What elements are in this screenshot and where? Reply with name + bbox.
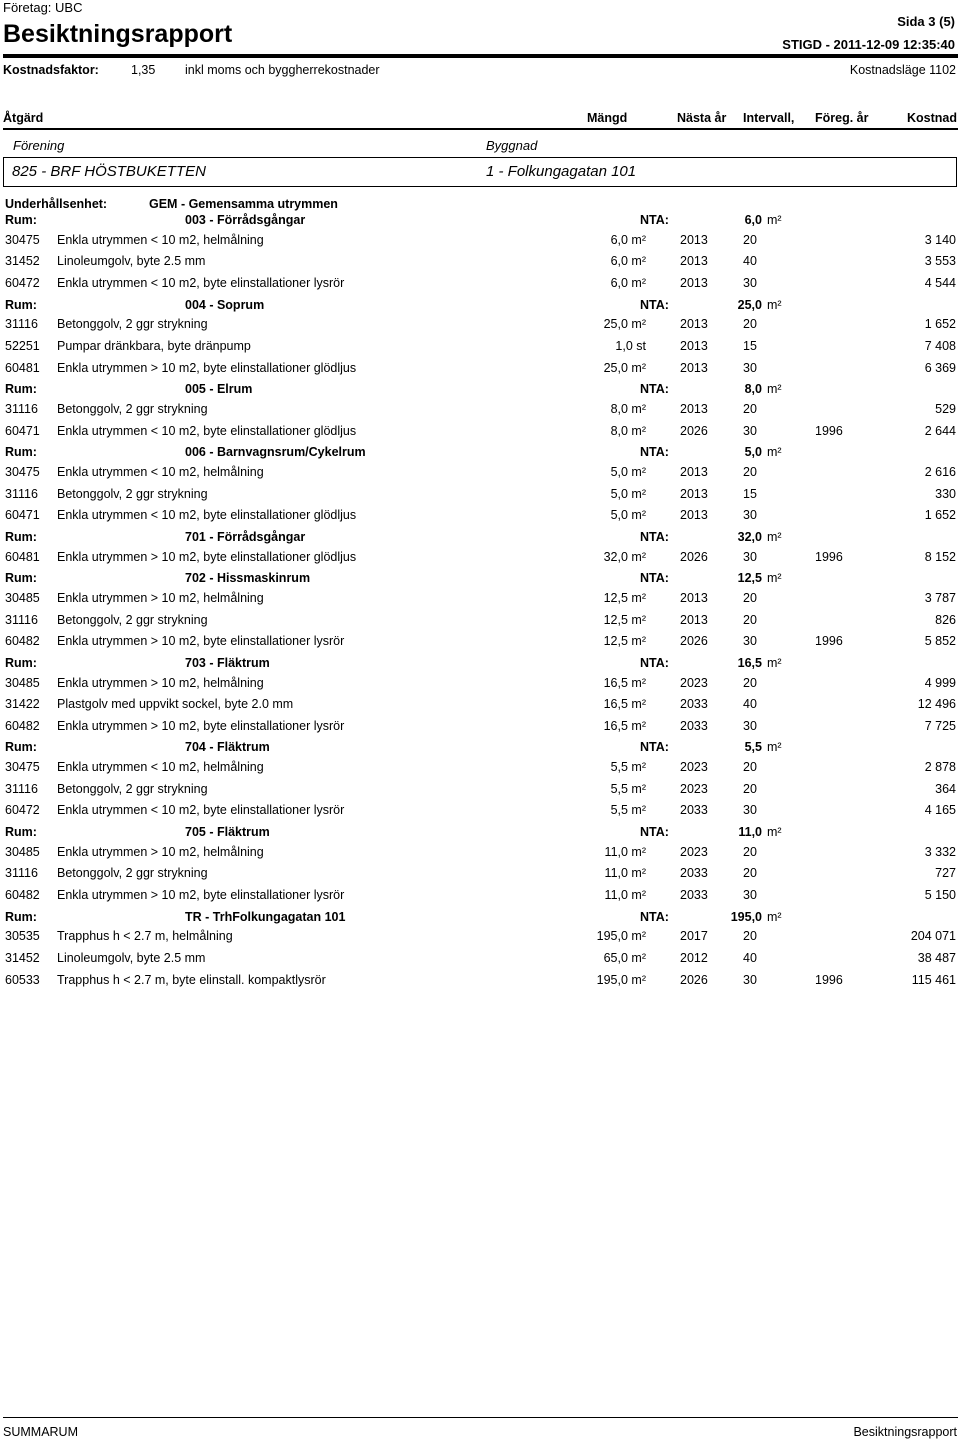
item-cost: 3 553 bbox=[924, 254, 956, 269]
item-description: Enkla utrymmen < 10 m2, helmålning bbox=[57, 760, 264, 775]
nta-unit: m² bbox=[767, 909, 782, 924]
item-quantity: 195,0 m² bbox=[596, 929, 646, 944]
table-row bbox=[0, 317, 960, 333]
table-row bbox=[0, 254, 960, 270]
nta-label: NTA: bbox=[640, 825, 669, 839]
table-row bbox=[0, 634, 960, 650]
item-next-year: 2033 bbox=[680, 718, 708, 733]
item-description: Enkla utrymmen > 10 m2, byte elinstallationer lysrör bbox=[57, 888, 345, 902]
item-quantity: 25,0 m² bbox=[603, 317, 646, 332]
item-quantity: 11,0 m² bbox=[604, 888, 646, 902]
table-row bbox=[0, 845, 960, 861]
room-name: 004 - Soprum bbox=[185, 297, 265, 312]
item-prev-year: 1996 bbox=[815, 549, 843, 564]
room-name: 705 - Fläktrum bbox=[185, 825, 270, 839]
table-row bbox=[0, 508, 960, 524]
item-description: Enkla utrymmen > 10 m2, byte elinstallationer lysrör bbox=[57, 634, 345, 649]
item-code: 30485 bbox=[5, 675, 40, 690]
item-next-year: 2026 bbox=[680, 972, 708, 987]
item-next-year: 2013 bbox=[680, 402, 708, 416]
table-row bbox=[0, 465, 960, 481]
nta-unit: m² bbox=[767, 571, 782, 586]
unit-label: Underhållsenhet: bbox=[5, 197, 108, 211]
item-next-year: 2013 bbox=[680, 486, 708, 501]
item-code: 60482 bbox=[5, 888, 40, 902]
nta-unit: m² bbox=[767, 382, 782, 397]
nta-value: 12,5 bbox=[737, 571, 762, 586]
room-header bbox=[0, 910, 960, 926]
item-quantity: 12,5 m² bbox=[603, 612, 646, 627]
item-next-year: 2013 bbox=[680, 317, 708, 332]
item-quantity: 12,5 m² bbox=[603, 634, 646, 649]
footer-right: Besiktningsrapport bbox=[853, 1425, 957, 1439]
report-stamp: STIGD - 2011-12-09 12:35:40 bbox=[782, 37, 955, 52]
table-row bbox=[0, 929, 960, 945]
table-row bbox=[0, 487, 960, 503]
nta-label: NTA: bbox=[640, 213, 669, 227]
item-description: Trapphus h < 2.7 m, byte elinstall. kompaktlysrör bbox=[57, 972, 326, 987]
table-row bbox=[0, 782, 960, 798]
item-code: 31452 bbox=[5, 254, 40, 269]
item-code: 31116 bbox=[5, 402, 38, 416]
header-divider bbox=[3, 54, 958, 58]
item-code: 30475 bbox=[5, 465, 40, 479]
item-interval: 30 bbox=[743, 718, 757, 733]
room-name: TR - TrhFolkungagatan 101 bbox=[185, 909, 346, 924]
table-row bbox=[0, 676, 960, 692]
item-cost: 7 725 bbox=[924, 718, 956, 733]
item-quantity: 16,5 m² bbox=[603, 718, 646, 733]
item-next-year: 2013 bbox=[680, 254, 708, 269]
item-description: Enkla utrymmen > 10 m2, byte elinstallationer lysrör bbox=[57, 718, 345, 733]
item-interval: 20 bbox=[743, 465, 757, 479]
nta-value: 5,0 bbox=[744, 445, 762, 460]
item-description: Pumpar dränkbara, byte dränpump bbox=[57, 339, 251, 353]
item-quantity: 5,5 m² bbox=[610, 760, 646, 775]
nta-label: NTA: bbox=[640, 529, 669, 544]
item-next-year: 2023 bbox=[680, 675, 708, 690]
item-interval: 20 bbox=[743, 760, 757, 775]
cost-factor-label: Kostnadsfaktor: bbox=[3, 63, 99, 77]
item-interval: 20 bbox=[743, 675, 757, 690]
item-interval: 40 bbox=[743, 951, 757, 965]
association-value: 825 - BRF HÖSTBUKETTEN bbox=[12, 163, 206, 180]
table-row bbox=[0, 402, 960, 418]
table-row bbox=[0, 719, 960, 735]
nta-unit: m² bbox=[767, 740, 782, 755]
item-description: Enkla utrymmen > 10 m2, helmålning bbox=[57, 844, 264, 859]
item-cost: 3 140 bbox=[924, 232, 956, 247]
col-quantity: Mängd bbox=[587, 111, 628, 125]
footer-left: SUMMARUM bbox=[3, 1425, 78, 1439]
item-cost: 1 652 bbox=[924, 317, 956, 332]
item-cost: 529 bbox=[935, 402, 956, 416]
item-next-year: 2013 bbox=[680, 232, 708, 247]
room-header bbox=[0, 740, 960, 756]
nta-label: NTA: bbox=[640, 382, 669, 397]
item-description: Linoleumgolv, byte 2.5 mm bbox=[57, 951, 206, 965]
page-number: Sida 3 (5) bbox=[897, 14, 955, 29]
room-header bbox=[0, 298, 960, 314]
nta-label: NTA: bbox=[640, 571, 669, 586]
room-name: 701 - Förrådsgångar bbox=[185, 529, 306, 544]
nta-value: 195,0 bbox=[730, 909, 762, 924]
nta-unit: m² bbox=[767, 529, 782, 544]
item-code: 60471 bbox=[5, 508, 40, 523]
item-description: Betonggolv, 2 ggr strykning bbox=[57, 402, 208, 416]
table-row bbox=[0, 888, 960, 904]
item-code: 60482 bbox=[5, 634, 40, 649]
item-description: Enkla utrymmen > 10 m2, byte elinstallationer glödljus bbox=[57, 549, 357, 564]
unit-value: GEM - Gemensamma utrymmen bbox=[149, 197, 338, 211]
item-next-year: 2013 bbox=[680, 276, 708, 290]
item-quantity: 5,0 m² bbox=[610, 508, 646, 523]
item-quantity: 11,0 m² bbox=[604, 844, 646, 859]
building-label: Byggnad bbox=[486, 138, 538, 153]
table-row bbox=[0, 550, 960, 566]
item-quantity: 65,0 m² bbox=[603, 951, 646, 965]
cost-level: Kostnadsläge 1102 bbox=[849, 63, 956, 77]
item-interval: 40 bbox=[743, 254, 757, 269]
item-quantity: 5,0 m² bbox=[610, 486, 646, 501]
item-code: 30485 bbox=[5, 591, 40, 605]
item-code: 60472 bbox=[5, 276, 40, 290]
item-code: 30485 bbox=[5, 844, 40, 859]
item-description: Betonggolv, 2 ggr strykning bbox=[57, 612, 208, 627]
item-code: 31452 bbox=[5, 951, 40, 965]
item-interval: 30 bbox=[743, 508, 757, 523]
item-next-year: 2033 bbox=[680, 803, 708, 818]
item-interval: 30 bbox=[743, 888, 757, 902]
item-interval: 20 bbox=[743, 591, 757, 605]
item-cost: 8 152 bbox=[924, 549, 956, 564]
nta-unit: m² bbox=[767, 297, 782, 312]
room-label: Rum: bbox=[5, 445, 37, 460]
item-cost: 7 408 bbox=[924, 339, 956, 353]
nta-value: 8,0 bbox=[744, 382, 762, 397]
item-cost: 2 878 bbox=[924, 760, 956, 775]
item-code: 31116 bbox=[5, 781, 38, 796]
room-name: 703 - Fläktrum bbox=[185, 655, 270, 670]
nta-label: NTA: bbox=[640, 297, 669, 312]
table-row bbox=[0, 613, 960, 629]
col-interval: Intervall, bbox=[743, 111, 795, 125]
item-description: Enkla utrymmen < 10 m2, helmålning bbox=[57, 232, 264, 247]
item-cost: 727 bbox=[935, 866, 956, 881]
item-interval: 40 bbox=[743, 697, 757, 712]
item-quantity: 8,0 m² bbox=[610, 423, 646, 438]
room-name: 005 - Elrum bbox=[185, 382, 253, 397]
item-description: Plastgolv med uppvikt sockel, byte 2.0 mm bbox=[57, 697, 294, 712]
item-cost: 364 bbox=[935, 781, 956, 796]
item-cost: 2 644 bbox=[924, 423, 956, 438]
cost-factor-value: 1,35 bbox=[131, 63, 156, 77]
item-interval: 30 bbox=[743, 803, 757, 818]
item-description: Betonggolv, 2 ggr strykning bbox=[57, 317, 208, 332]
table-row bbox=[0, 233, 960, 249]
item-interval: 20 bbox=[743, 402, 757, 416]
item-interval: 30 bbox=[743, 549, 757, 564]
table-row bbox=[0, 803, 960, 819]
item-next-year: 2013 bbox=[680, 612, 708, 627]
room-label: Rum: bbox=[5, 382, 37, 397]
item-description: Enkla utrymmen > 10 m2, byte elinstallationer glödljus bbox=[57, 360, 357, 375]
room-name: 702 - Hissmaskinrum bbox=[185, 571, 311, 586]
nta-unit: m² bbox=[767, 655, 782, 670]
nta-value: 11,0 bbox=[738, 825, 762, 839]
room-label: Rum: bbox=[5, 213, 37, 227]
item-prev-year: 1996 bbox=[815, 972, 843, 987]
item-quantity: 8,0 m² bbox=[610, 402, 646, 416]
nta-label: NTA: bbox=[640, 655, 669, 670]
item-code: 52251 bbox=[5, 339, 40, 353]
nta-label: NTA: bbox=[640, 740, 669, 755]
item-interval: 20 bbox=[743, 317, 757, 332]
nta-value: 5,5 bbox=[744, 740, 762, 755]
item-quantity: 1,0 st bbox=[615, 339, 646, 353]
item-quantity: 11,0 m² bbox=[604, 866, 646, 881]
item-interval: 30 bbox=[743, 276, 757, 290]
nta-value: 32,0 bbox=[737, 529, 762, 544]
table-row bbox=[0, 361, 960, 377]
nta-unit: m² bbox=[767, 213, 782, 227]
item-interval: 30 bbox=[743, 423, 757, 438]
room-name: 704 - Fläktrum bbox=[185, 740, 270, 755]
item-description: Betonggolv, 2 ggr strykning bbox=[57, 781, 208, 796]
table-row bbox=[0, 591, 960, 607]
company-name: Företag: UBC bbox=[3, 0, 83, 15]
item-code: 60481 bbox=[5, 549, 40, 564]
col-action: Åtgärd bbox=[3, 111, 44, 125]
item-description: Linoleumgolv, byte 2.5 mm bbox=[57, 254, 206, 269]
item-code: 31116 bbox=[5, 612, 38, 627]
col-cost: Kostnad bbox=[907, 111, 957, 125]
room-label: Rum: bbox=[5, 529, 37, 544]
item-interval: 20 bbox=[743, 844, 757, 859]
nta-value: 16,5 bbox=[737, 655, 762, 670]
item-quantity: 32,0 m² bbox=[603, 549, 646, 564]
nta-unit: m² bbox=[767, 825, 782, 839]
footer-divider bbox=[3, 1417, 958, 1418]
item-interval: 20 bbox=[743, 232, 757, 247]
room-label: Rum: bbox=[5, 825, 37, 839]
item-code: 60471 bbox=[5, 423, 40, 438]
item-quantity: 5,0 m² bbox=[610, 465, 646, 479]
item-description: Enkla utrymmen < 10 m2, byte elinstallationer glödljus bbox=[57, 508, 357, 523]
item-description: Betonggolv, 2 ggr strykning bbox=[57, 866, 208, 881]
item-description: Betonggolv, 2 ggr strykning bbox=[57, 486, 208, 501]
item-quantity: 16,5 m² bbox=[603, 697, 646, 712]
col-prev-year: Föreg. år bbox=[815, 111, 869, 125]
item-cost: 2 616 bbox=[924, 465, 956, 479]
item-code: 31116 bbox=[5, 486, 38, 501]
item-code: 30475 bbox=[5, 232, 40, 247]
item-interval: 20 bbox=[743, 929, 757, 944]
room-label: Rum: bbox=[5, 655, 37, 670]
item-next-year: 2033 bbox=[680, 888, 708, 902]
cost-factor-note: inkl moms och byggherrekostnader bbox=[185, 63, 380, 77]
room-name: 006 - Barnvagnsrum/Cykelrum bbox=[185, 445, 366, 460]
item-quantity: 5,5 m² bbox=[610, 781, 646, 796]
room-label: Rum: bbox=[5, 571, 37, 586]
item-code: 30535 bbox=[5, 929, 40, 944]
item-prev-year: 1996 bbox=[815, 423, 843, 438]
item-description: Enkla utrymmen < 10 m2, byte elinstallationer glödljus bbox=[57, 423, 357, 438]
room-header bbox=[0, 213, 960, 229]
item-next-year: 2033 bbox=[680, 866, 708, 881]
item-quantity: 6,0 m² bbox=[610, 276, 646, 290]
item-next-year: 2023 bbox=[680, 760, 708, 775]
item-description: Enkla utrymmen < 10 m2, byte elinstallationer lysrör bbox=[57, 803, 345, 818]
item-quantity: 6,0 m² bbox=[610, 254, 646, 269]
association-label: Förening bbox=[13, 138, 65, 153]
item-quantity: 6,0 m² bbox=[610, 232, 646, 247]
nta-value: 25,0 bbox=[737, 297, 762, 312]
room-label: Rum: bbox=[5, 909, 37, 924]
table-row bbox=[0, 760, 960, 776]
item-interval: 15 bbox=[743, 339, 757, 353]
room-label: Rum: bbox=[5, 740, 37, 755]
item-description: Enkla utrymmen > 10 m2, helmålning bbox=[57, 591, 264, 605]
item-cost: 115 461 bbox=[911, 972, 956, 987]
item-code: 60472 bbox=[5, 803, 40, 818]
item-code: 60481 bbox=[5, 360, 40, 375]
item-next-year: 2013 bbox=[680, 465, 708, 479]
table-row bbox=[0, 276, 960, 292]
item-description: Enkla utrymmen < 10 m2, helmålning bbox=[57, 465, 264, 479]
item-code: 31116 bbox=[5, 866, 38, 881]
item-interval: 30 bbox=[743, 972, 757, 987]
item-interval: 20 bbox=[743, 612, 757, 627]
item-cost: 826 bbox=[935, 612, 956, 627]
item-code: 60482 bbox=[5, 718, 40, 733]
item-quantity: 195,0 m² bbox=[596, 972, 646, 987]
table-row bbox=[0, 697, 960, 713]
room-label: Rum: bbox=[5, 297, 37, 312]
nta-label: NTA: bbox=[640, 445, 669, 460]
item-interval: 20 bbox=[743, 866, 757, 881]
item-cost: 12 496 bbox=[917, 697, 956, 712]
item-code: 31422 bbox=[5, 697, 40, 712]
table-row bbox=[0, 951, 960, 967]
room-header bbox=[0, 571, 960, 587]
item-next-year: 2017 bbox=[680, 929, 708, 944]
item-quantity: 16,5 m² bbox=[603, 675, 646, 690]
item-interval: 15 bbox=[743, 486, 757, 501]
item-next-year: 2013 bbox=[680, 360, 708, 375]
nta-label: NTA: bbox=[640, 909, 669, 924]
item-next-year: 2023 bbox=[680, 844, 708, 859]
item-cost: 5 852 bbox=[924, 634, 956, 649]
room-header bbox=[0, 445, 960, 461]
item-cost: 3 332 bbox=[924, 844, 956, 859]
item-cost: 330 bbox=[935, 486, 956, 501]
item-cost: 4 544 bbox=[924, 276, 956, 290]
item-quantity: 12,5 m² bbox=[603, 591, 646, 605]
item-quantity: 5,5 m² bbox=[610, 803, 646, 818]
item-code: 31116 bbox=[5, 317, 38, 332]
item-prev-year: 1996 bbox=[815, 634, 843, 649]
item-next-year: 2012 bbox=[680, 951, 708, 965]
columns-divider bbox=[3, 128, 958, 130]
item-cost: 6 369 bbox=[924, 360, 956, 375]
item-cost: 4 165 bbox=[924, 803, 956, 818]
item-next-year: 2033 bbox=[680, 697, 708, 712]
item-code: 60533 bbox=[5, 972, 40, 987]
item-next-year: 2026 bbox=[680, 423, 708, 438]
item-next-year: 2013 bbox=[680, 508, 708, 523]
report-title: Besiktningsrapport bbox=[3, 20, 233, 48]
building-value: 1 - Folkungagatan 101 bbox=[486, 163, 637, 180]
item-description: Enkla utrymmen > 10 m2, helmålning bbox=[57, 675, 264, 690]
item-cost: 38 487 bbox=[917, 951, 956, 965]
item-code: 30475 bbox=[5, 760, 40, 775]
room-header bbox=[0, 825, 960, 841]
item-cost: 4 999 bbox=[924, 675, 956, 690]
table-row bbox=[0, 339, 960, 355]
col-next-year: Nästa år bbox=[677, 111, 727, 125]
item-next-year: 2013 bbox=[680, 339, 708, 353]
item-cost: 1 652 bbox=[924, 508, 956, 523]
table-row bbox=[0, 424, 960, 440]
item-description: Trapphus h < 2.7 m, helmålning bbox=[57, 929, 233, 944]
item-next-year: 2026 bbox=[680, 549, 708, 564]
nta-value: 6,0 bbox=[744, 213, 762, 227]
item-next-year: 2023 bbox=[680, 781, 708, 796]
item-interval: 30 bbox=[743, 634, 757, 649]
item-cost: 3 787 bbox=[924, 591, 956, 605]
item-quantity: 25,0 m² bbox=[603, 360, 646, 375]
item-interval: 20 bbox=[743, 781, 757, 796]
item-interval: 30 bbox=[743, 360, 757, 375]
table-row bbox=[0, 866, 960, 882]
item-next-year: 2013 bbox=[680, 591, 708, 605]
room-header bbox=[0, 382, 960, 398]
item-description: Enkla utrymmen < 10 m2, byte elinstallationer lysrör bbox=[57, 276, 345, 290]
nta-unit: m² bbox=[767, 445, 782, 460]
room-header bbox=[0, 530, 960, 546]
room-header bbox=[0, 656, 960, 672]
room-name: 003 - Förrådsgångar bbox=[185, 213, 306, 227]
table-row bbox=[0, 973, 960, 989]
item-next-year: 2026 bbox=[680, 634, 708, 649]
item-cost: 204 071 bbox=[910, 929, 956, 944]
item-cost: 5 150 bbox=[924, 888, 956, 902]
